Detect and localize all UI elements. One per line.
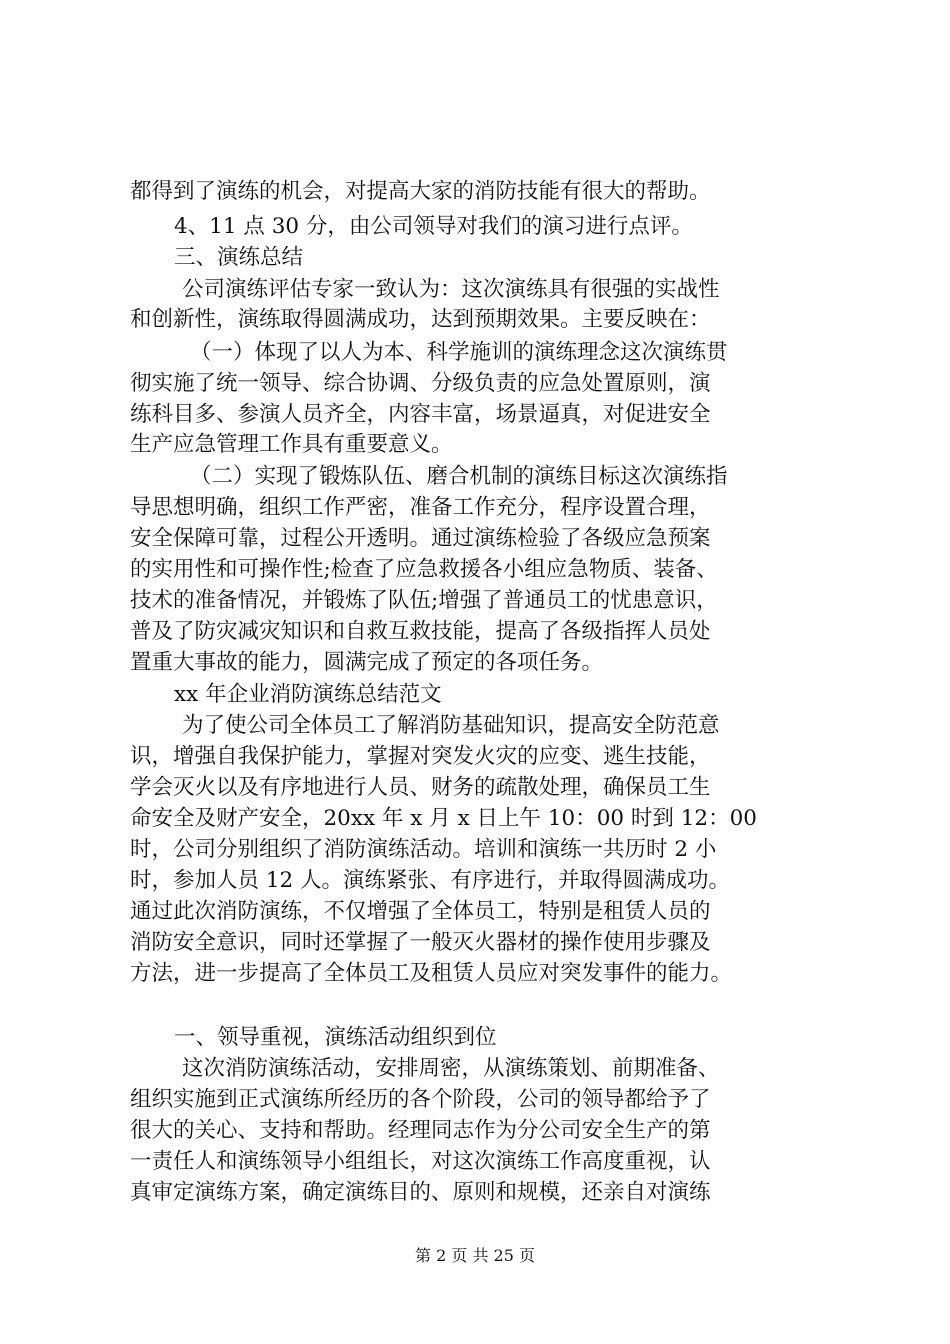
- text-line: （一）体现了以人为本、科学施训的演练理念这次演练贯: [190, 340, 728, 365]
- text-line: 置重大事故的能力，圆满完成了预定的各项任务。: [130, 650, 604, 675]
- section-heading: xx 年企业消防演练总结范文: [174, 682, 442, 707]
- text-line: 练科目多、参演人员齐全，内容丰富，场景逼真，对促进安全: [130, 402, 711, 427]
- text-line: 为了使公司全体员工了解消防基础知识，提高安全防范意: [182, 713, 720, 738]
- text-line: 方法，进一步提高了全体员工及租赁人员应对突发事件的能力。: [130, 961, 733, 986]
- text-line: 通过此次消防演练，不仅增强了全体员工，特别是租赁人员的: [130, 899, 711, 924]
- section-heading: 一、领导重视，演练活动组织到位: [174, 1025, 497, 1050]
- text-line: 彻实施了统一领导、综合协调、分级负责的应急处置原则，演: [130, 371, 711, 396]
- text-line: 很大的关心、支持和帮助。经理同志作为分公司安全生产的第: [130, 1118, 711, 1143]
- text-line: 导思想明确，组织工作严密，准备工作充分，程序设置合理，: [130, 495, 711, 520]
- text-line: 和创新性，演练取得圆满成功，达到预期效果。主要反映在：: [130, 307, 711, 332]
- text-line: 4、11 点 30 分，由公司领导对我们的演习进行点评。: [174, 214, 693, 239]
- section-heading: 三、演练总结: [174, 245, 304, 270]
- page-number-footer: 第 2 页 共 25 页: [415, 1246, 535, 1265]
- text-line: 生产应急管理工作具有重要意义。: [130, 432, 453, 457]
- text-line: 这次消防演练活动，安排周密，从演练策划、前期准备、: [182, 1056, 720, 1081]
- text-line: 时，参加人员 12 人。演练紧张、有序进行，并取得圆满成功。: [130, 868, 731, 893]
- text-line: 真审定演练方案，确定演练目的、原则和规模，还亲自对演练: [130, 1180, 711, 1205]
- text-line: 消防安全意识，同时还掌握了一般灭火器材的操作使用步骤及: [130, 930, 711, 955]
- text-line: （二）实现了锻炼队伍、磨合机制的演练目标这次演练指: [190, 464, 728, 489]
- text-line: 组织实施到正式演练所经历的各个阶段，公司的领导都给予了: [130, 1087, 711, 1112]
- text-line: 公司演练评估专家一致认为：这次演练具有很强的实战性: [182, 277, 720, 302]
- text-line: 的实用性和可操作性;检查了应急救援各小组应急物质、装备、: [130, 557, 718, 582]
- text-line: 一责任人和演练领导小组组长，对这次演练工作高度重视，认: [130, 1149, 711, 1174]
- text-line: 命安全及财产安全，20xx 年 x 月 x 日上午 10：00 时到 12：00: [130, 806, 757, 831]
- text-line: 识，增强自我保护能力，掌握对突发火灾的应变、逃生技能，: [130, 744, 711, 769]
- text-line: 都得到了演练的机会，对提高大家的消防技能有很大的帮助。: [130, 179, 711, 204]
- text-line: 技术的准备情况，并锻炼了队伍;增强了普通员工的忧患意识，: [130, 588, 718, 613]
- text-line: 安全保障可靠，过程公开透明。通过演练检验了各级应急预案: [130, 526, 711, 551]
- text-line: 时，公司分别组织了消防演练活动。培训和演练一共历时 2 小: [130, 837, 717, 862]
- text-line: 学会灭火以及有序地进行人员、财务的疏散处理，确保员工生: [130, 775, 711, 800]
- text-line: 普及了防灾减灾知识和自救互救技能，提高了各级指挥人员处: [130, 619, 711, 644]
